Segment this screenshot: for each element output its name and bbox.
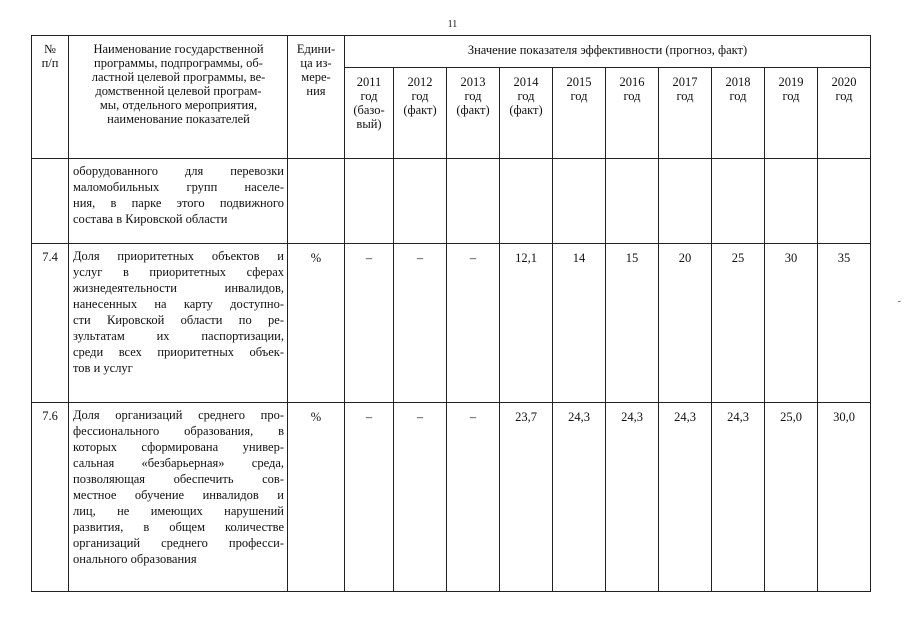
row-indicator-name xyxy=(69,159,288,244)
row-value xyxy=(818,159,871,244)
page-number: 11 xyxy=(447,19,458,30)
indicator-name-line: сальная «безбарьерная» среда, xyxy=(73,456,284,470)
row-value xyxy=(712,159,765,244)
row-value xyxy=(659,159,712,244)
header-year-6 xyxy=(659,68,712,159)
row-value: 14 xyxy=(553,244,606,403)
row-value: 24,3 xyxy=(659,403,712,592)
header-year-label: 2015 год xyxy=(566,75,592,103)
indicator-name-line: жизнедеятельности инвалидов, xyxy=(73,281,284,295)
indicator-name-line: оборудованного для перевозки xyxy=(73,164,284,178)
header-name-line: наименование показателей xyxy=(107,112,250,126)
indicator-name-line: тов и услуг xyxy=(73,361,133,375)
indicator-name-line: нанесенных на карту доступно- xyxy=(73,297,284,311)
indicator-name-line: Доля организаций среднего про- xyxy=(73,408,284,422)
row-value xyxy=(606,159,659,244)
row-unit: % xyxy=(288,403,345,592)
header-num xyxy=(32,36,69,159)
row-value: – xyxy=(447,403,500,592)
row-value xyxy=(394,159,447,244)
header-year-0 xyxy=(345,68,394,159)
header-year-2 xyxy=(447,68,500,159)
header-year-label: 2016 год xyxy=(619,75,645,103)
row-indicator-name xyxy=(69,244,288,403)
row-value: 24,3 xyxy=(712,403,765,592)
indicator-name-line: ния, в парке этого подвижного xyxy=(73,196,284,210)
row-number: 7.6 xyxy=(32,403,69,592)
header-year-label: 2013 год (факт) xyxy=(456,75,490,117)
header-year-label: 2011 год (базо- вый) xyxy=(353,75,385,131)
row-value: 30,0 xyxy=(818,403,871,592)
indicator-table xyxy=(31,35,871,592)
header-year-4 xyxy=(553,68,606,159)
header-unit-label: Едини- ца из- мере- ния xyxy=(296,42,336,98)
indicator-name-line: лиц, не имеющих нарушений xyxy=(73,504,284,518)
row-value: – xyxy=(345,403,394,592)
row-value xyxy=(500,159,553,244)
table-row xyxy=(32,403,871,592)
header-year-3 xyxy=(500,68,553,159)
indicator-name-line: сти Кировской области по ре- xyxy=(73,313,284,327)
header-year-label: 2020 год xyxy=(831,75,857,103)
row-value: – xyxy=(394,403,447,592)
header-year-label: 2014 год (факт) xyxy=(509,75,543,117)
row-number: 7.4 xyxy=(32,244,69,403)
row-value xyxy=(345,159,394,244)
row-value: 24,3 xyxy=(553,403,606,592)
indicator-name-line: состава в Кировской области xyxy=(73,212,228,226)
indicator-name-line: Доля приоритетных объектов и xyxy=(73,249,284,263)
header-unit xyxy=(288,36,345,159)
table-row xyxy=(32,244,871,403)
indicator-name-line: развития, в общем количестве xyxy=(73,520,284,534)
header-name-line: мы, отдельного мероприятия, xyxy=(99,98,258,112)
header-name-label xyxy=(74,42,283,126)
margin-mark: - xyxy=(897,296,901,307)
row-number xyxy=(32,159,69,244)
header-name-line: домственной целевой програм- xyxy=(95,84,262,98)
row-value: 24,3 xyxy=(606,403,659,592)
indicator-name-line: позволяющая обеспечить сов- xyxy=(73,472,284,486)
row-value xyxy=(553,159,606,244)
row-value: 30 xyxy=(765,244,818,403)
row-value: 12,1 xyxy=(500,244,553,403)
header-year-label: 2012 год (факт) xyxy=(403,75,437,117)
header-num-label: № п/п xyxy=(41,42,59,70)
row-value xyxy=(447,159,500,244)
header-name xyxy=(69,36,288,159)
row-value: 23,7 xyxy=(500,403,553,592)
indicator-name-line: фессионального образования, в xyxy=(73,424,284,438)
header-name-line: ластной целевой программы, ве- xyxy=(91,70,266,84)
indicator-name-line: которых сформирована универ- xyxy=(73,440,284,454)
indicator-name-line: местное обучение инвалидов и xyxy=(73,488,284,502)
row-value: 20 xyxy=(659,244,712,403)
header-year-label: 2019 год xyxy=(778,75,804,103)
row-value xyxy=(765,159,818,244)
header-year-1 xyxy=(394,68,447,159)
row-unit xyxy=(288,159,345,244)
row-value: – xyxy=(345,244,394,403)
row-value: 35 xyxy=(818,244,871,403)
row-unit: % xyxy=(288,244,345,403)
header-name-line: Наименование государственной xyxy=(93,42,264,56)
indicator-name-line: организаций среднего професси- xyxy=(73,536,284,550)
header-year-9 xyxy=(818,68,871,159)
header-group xyxy=(345,36,871,68)
indicator-name-line: среди всех приоритетных объек- xyxy=(73,345,284,359)
table-row xyxy=(32,159,871,244)
indicator-name-line: онального образования xyxy=(73,552,197,566)
header-row-top xyxy=(32,36,871,68)
row-value: – xyxy=(394,244,447,403)
indicator-name-line: зультатам их паспортизации, xyxy=(73,329,284,343)
row-value: 25 xyxy=(712,244,765,403)
header-year-8 xyxy=(765,68,818,159)
header-name-line: программы, подпрограммы, об- xyxy=(94,56,263,70)
row-value: – xyxy=(447,244,500,403)
header-group-label: Значение показателя эффективности (прогноз, факт) xyxy=(467,43,748,57)
indicator-name-line: маломобильных групп населе- xyxy=(73,180,284,194)
header-year-label: 2018 год xyxy=(725,75,751,103)
row-value: 15 xyxy=(606,244,659,403)
row-indicator-name xyxy=(69,403,288,592)
header-year-label: 2017 год xyxy=(672,75,698,103)
header-year-5 xyxy=(606,68,659,159)
header-year-7 xyxy=(712,68,765,159)
indicator-name-line: услуг в приоритетных сферах xyxy=(73,265,284,279)
row-value: 25,0 xyxy=(765,403,818,592)
